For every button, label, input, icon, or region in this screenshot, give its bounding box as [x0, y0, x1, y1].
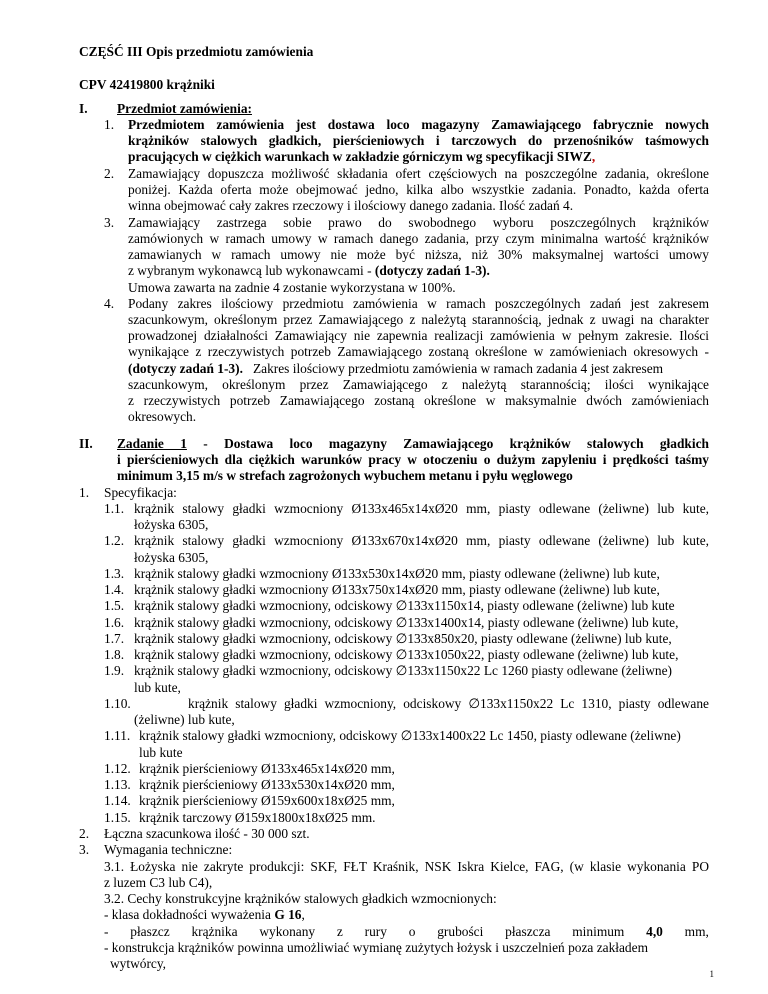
requirement-bullet-cont: wytwórcy, — [110, 956, 167, 971]
spec-item-cont: łożyska 6305, — [134, 550, 209, 565]
task-label: Zadanie 1 — [117, 436, 187, 451]
spec-item: krążnik pierścieniowy Ø133x530x14xØ20 mm, — [139, 777, 395, 792]
paragraph-line: krążników stalowych gładkich, pierścieniowych i tarczowych do przenośników taśmowych — [128, 133, 709, 148]
bold-note: (dotyczy zadań 1-3). — [374, 263, 490, 278]
paragraph-line: szacunkowym, określonym przez Zamawiającego z należytą starannością; ilości wynikające — [128, 377, 709, 392]
word: mm, — [684, 924, 709, 939]
paragraph-line: Zamawiający dopuszcza możliwość składania ofert częściowych na poszczególne zadania, określone — [128, 166, 709, 181]
list-number: 2. — [79, 826, 90, 841]
word: rury — [364, 924, 387, 939]
spec-item-cont: (żeliwne) lub kute, — [134, 712, 235, 727]
list-number: 4. — [104, 296, 115, 311]
bullet-text: , — [301, 907, 305, 922]
spec-item: krążnik stalowy gładki wzmocniony Ø133x530x14xØ20 mm, piasty odlewane (żeliwne) lub kute, — [134, 566, 660, 581]
list-number: 1.7. — [104, 631, 125, 646]
word: grubości — [437, 924, 484, 939]
list-number: 1.14. — [104, 793, 131, 808]
heading-text: - Dostawa loco magazyny Zamawiającego krążników stalowych gładkich — [186, 436, 709, 451]
comma-mark: , — [591, 149, 596, 164]
list-number: 1.6. — [104, 615, 125, 630]
document-title: CZĘŚĆ III Opis przedmiotu zamówienia — [79, 44, 314, 59]
word: krążnika — [191, 924, 238, 939]
spec-label: Specyfikacja: — [104, 485, 177, 500]
paragraph-line: prowadzonej działalności Zamawiający nie zapewnia realizacji zamówienia w pełnym zakresie. Ilości — [128, 328, 709, 343]
paragraph-line — [128, 149, 595, 165]
section-2-heading-line — [117, 436, 709, 452]
list-number: 1. — [79, 485, 90, 500]
bold-value: G 16 — [274, 907, 302, 922]
section-2-heading-line: i pierścieniowych dla ciężkich warunków pracy w otoczeniu o dużym zapyleniu i prędkości taśmy — [117, 452, 709, 467]
paragraph-line: zamówionych w ramach umowy w ramach danego zadania, przy czym minimalna wartość krążników — [128, 231, 709, 246]
spec-item: krążnik stalowy gładki wzmocniony, odciskowy ∅133x850x20, piasty odlewane (żeliwne) lub kute, — [134, 631, 672, 646]
paragraph-line: zamawianych w ramach umowy nie może być niższa, niż 30% maksymalnej wartości umowy — [128, 247, 709, 262]
section-1-number: I. — [79, 101, 88, 116]
spec-item-cont: lub kute — [139, 745, 183, 760]
list-number: 1.12. — [104, 761, 131, 776]
spec-item-cont: łożyska 6305, — [134, 517, 209, 532]
requirement-line: z luzem C3 lub C4), — [104, 875, 213, 890]
paragraph-line — [128, 263, 490, 279]
list-number: 2. — [104, 166, 115, 181]
word: płaszcz — [130, 924, 170, 939]
spec-item: krążnik stalowy gładki wzmocniony, odciskowy ∅133x1150x22 Lc 1260 piasty odlewane (żeliwne) — [134, 663, 672, 678]
total-quantity: Łączna szacunkowa ilość - 30 000 szt. — [104, 826, 310, 841]
spec-item-cont: lub kute, — [134, 680, 181, 695]
paragraph-line: Zamawiający zastrzega sobie prawo do swobodnego wyboru poszczególnych krążników — [128, 215, 709, 230]
spec-item: krążnik pierścieniowy Ø159x600x18xØ25 mm, — [139, 793, 395, 808]
bold-note: (dotyczy zadań 1-3). — [128, 361, 243, 376]
list-number: 1.4. — [104, 582, 125, 597]
list-number: 3. — [104, 215, 115, 230]
cpv-code: CPV 42419800 krążniki — [79, 77, 215, 92]
paragraph-line: Podany zakres ilościowy przedmiotu zamówienia w ramach poszczególnych zadań jest zakresem — [128, 296, 709, 311]
list-number: 1. — [104, 117, 115, 132]
list-number: 1.5. — [104, 598, 125, 613]
requirement-line: 3.1. Łożyska nie zakryte produkcji: SKF, FŁT Kraśnik, NSK Iskra Kielce, FAG, (w klasie wykonania PO — [104, 859, 709, 874]
word: z — [336, 924, 343, 939]
spec-item: krążnik stalowy gładki wzmocniony Ø133x750x14xØ20 mm, piasty odlewane (żeliwne) lub kute, — [134, 582, 660, 597]
paragraph-line: Umowa zawarta na zadnie 4 zostanie wykorzystana w 100%. — [128, 280, 456, 295]
spec-item: krążnik tarczowy Ø159x1800x18xØ25 mm. — [139, 810, 376, 825]
bold-value: 4,0 — [646, 924, 663, 939]
paragraph-line: okresowych. — [128, 409, 197, 424]
word: o — [408, 924, 416, 939]
list-number: 1.2. — [104, 533, 125, 548]
paragraph-line: szacunkowym, określonym przez Zamawiającego z należytą starannością, jednak z uwagi na charakter — [128, 312, 709, 327]
paragraph-line: z rzeczywistych potrzeb Zamawiającego zostaną określone w maksymalnie dwóch zamówieniach — [128, 393, 709, 408]
word: płaszcza — [505, 924, 551, 939]
list-number: 1.10. — [104, 696, 131, 711]
spec-item: krążnik stalowy gładki wzmocniony, odciskowy ∅133x1050x22, piasty odlewane (żeliwne) lub kute, — [134, 647, 679, 662]
spec-item: krążnik stalowy gładki wzmocniony, odciskowy ∅133x1400x22 Lc 1450, piasty odlewane (żeliwne) — [139, 728, 681, 743]
paragraph-line: winna obejmować cały zakres rzeczowy i ilościowy danego zadania. Ilość zadań 4. — [128, 198, 574, 213]
word: minimum — [572, 924, 625, 939]
page-number: 1 — [709, 969, 714, 979]
list-number: 3. — [79, 842, 90, 857]
section-1-heading: Przedmiot zamówienia: — [117, 101, 252, 116]
paragraph-text: Zakres ilościowy przedmiotu zamówienia w ramach zadania 4 jest zakresem — [242, 361, 664, 376]
list-number: 1.1. — [104, 501, 125, 516]
list-number: 1.11. — [104, 728, 131, 743]
section-2-heading-line: minimum 3,15 m/s w strefach zagrożonych wybuchem metanu i pyłu węglowego — [117, 468, 573, 483]
spec-item: krążnik stalowy gładki wzmocniony Ø133x670x14xØ20 mm, piasty odlewane (żeliwne) lub kute, — [134, 533, 709, 548]
word: - — [104, 924, 109, 939]
list-number: 1.15. — [104, 810, 131, 825]
bullet-text: - klasa dokładności wyważenia — [104, 907, 275, 922]
spec-item: krążnik stalowy gładki wzmocniony, odciskowy ∅133x1150x22 Lc 1310, piasty odlewane — [188, 696, 709, 711]
paragraph-line: poniżej. Każda oferta może obejmować jedno, kilka albo wszystkie zadania. Ponadto, każda oferta — [128, 182, 709, 197]
requirement-line: 3.2. Cechy konstrukcyjne krążników stalowych gładkich wzmocnionych: — [104, 891, 497, 906]
list-number: 1.9. — [104, 663, 125, 678]
spec-item: krążnik stalowy gładki wzmocniony Ø133x465x14xØ20 mm, piasty odlewane (żeliwne) lub kute, — [134, 501, 709, 516]
paragraph-text: z wybranym wykonawcą lub wykonawcami - — [128, 263, 375, 278]
spec-item: krążnik stalowy gładki wzmocniony, odciskowy ∅133x1150x14, piasty odlewane (żeliwne) lub kute — [134, 598, 675, 613]
spec-item: krążnik stalowy gładki wzmocniony, odciskowy ∅133x1400x14, piasty odlewane (żeliwne) lub kute, — [134, 615, 679, 630]
paragraph-text: pracujących w ciężkich warunkach w zakładzie górniczym wg specyfikacji SIWZ — [128, 149, 592, 164]
paragraph-line: Przedmiotem zamówienia jest dostawa loco magazyny Zamawiającego fabrycznie nowych — [128, 117, 709, 132]
list-number: 1.13. — [104, 777, 131, 792]
list-number: 1.8. — [104, 647, 125, 662]
section-2-number: II. — [79, 436, 93, 451]
requirement-bullet: - konstrukcja krążników powinna umożliwiać wymianę zużytych łożysk i uszczelnień poza zakładem — [104, 940, 648, 955]
requirements-label: Wymagania techniczne: — [104, 842, 233, 857]
requirement-bullet — [104, 907, 305, 923]
list-number: 1.3. — [104, 566, 125, 581]
paragraph-line: wynikające z rzeczywistych potrzeb Zamawiającego zostaną określone w zamówieniach okresowych - — [128, 344, 709, 359]
word: wykonany — [259, 924, 316, 939]
spec-item: krążnik pierścieniowy Ø133x465x14xØ20 mm, — [139, 761, 395, 776]
requirement-bullet — [104, 924, 709, 940]
paragraph-line — [128, 361, 663, 377]
